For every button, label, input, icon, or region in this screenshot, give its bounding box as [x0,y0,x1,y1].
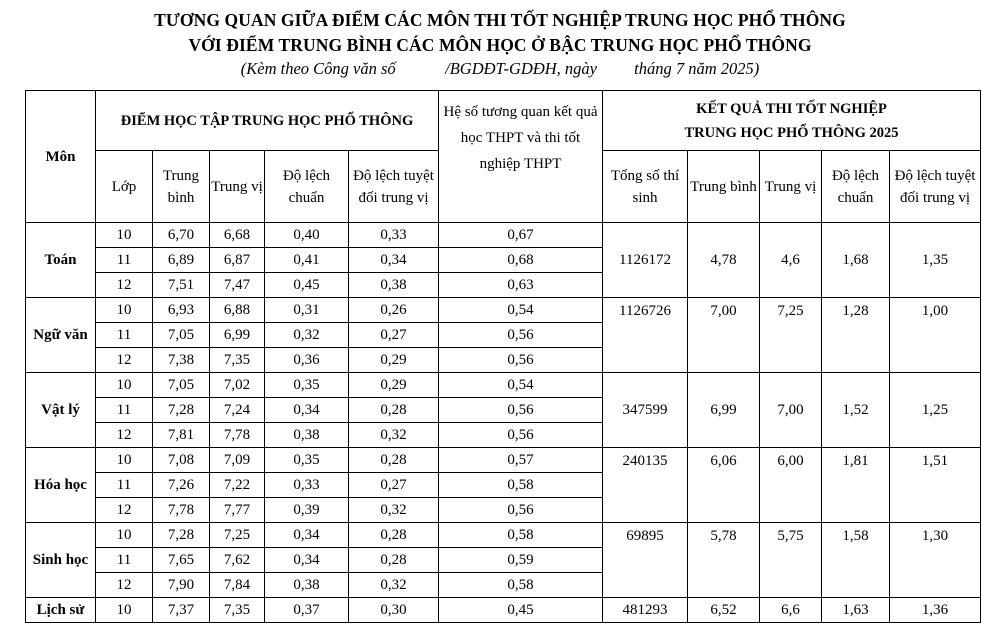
cell-kq-do-lech-tuyet-doi: 1,35 [890,223,981,298]
cell-do-lech-chuan: 0,36 [265,348,349,373]
cell-he-so: 0,58 [439,573,603,598]
cell-do-lech-chuan: 0,38 [265,573,349,598]
cell-kq-do-lech-tuyet-doi: 1,51 [890,448,981,523]
cell-trung-binh: 7,08 [153,448,210,473]
cell-kq-do-lech-tuyet-doi: 1,30 [890,523,981,598]
cell-kq-do-lech-tuyet-doi: 1,25 [890,373,981,448]
cell-lop: 12 [96,348,153,373]
header-trung-binh: Trung bình [153,151,210,223]
cell-do-lech-chuan: 0,34 [265,523,349,548]
header-mon: Môn [26,91,96,223]
cell-lop: 11 [96,398,153,423]
subject-name: Sinh học [26,523,96,598]
cell-trung-vi: 6,99 [210,323,265,348]
cell-do-lech-tuyet-doi: 0,32 [349,573,439,598]
cell-lop: 11 [96,323,153,348]
cell-trung-vi: 7,78 [210,423,265,448]
cell-do-lech-tuyet-doi: 0,32 [349,498,439,523]
cell-lop: 10 [96,223,153,248]
document-title-line2: VỚI ĐIỂM TRUNG BÌNH CÁC MÔN HỌC Ở BẬC TRUNG HỌC PHỔ THÔNG [188,35,812,55]
cell-lop: 12 [96,423,153,448]
cell-lop: 11 [96,473,153,498]
subject-name: Vật lý [26,373,96,448]
cell-trung-binh: 6,89 [153,248,210,273]
subject-name: Ngữ văn [26,298,96,373]
cell-kq-trung-vi: 4,6 [760,223,822,298]
cell-lop: 11 [96,248,153,273]
header-kq-do-lech-chuan: Độ lệch chuẩn [822,151,890,223]
cell-do-lech-tuyet-doi: 0,29 [349,373,439,398]
cell-do-lech-chuan: 0,33 [265,473,349,498]
cell-kq-trung-vi: 5,75 [760,523,822,598]
cell-kq-trung-vi: 7,00 [760,373,822,448]
cell-tong-so: 1126726 [603,298,688,373]
correlation-table [25,90,981,623]
document-header [0,0,1000,80]
cell-kq-trung-binh: 5,78 [688,523,760,598]
header-kq-trung-binh: Trung bình [688,151,760,223]
cell-do-lech-chuan: 0,34 [265,398,349,423]
cell-kq-do-lech-chuan: 1,28 [822,298,890,373]
cell-kq-trung-binh: 7,00 [688,298,760,373]
cell-trung-binh: 7,05 [153,323,210,348]
cell-do-lech-chuan: 0,40 [265,223,349,248]
cell-do-lech-tuyet-doi: 0,26 [349,298,439,323]
cell-trung-vi: 7,62 [210,548,265,573]
cell-he-so: 0,45 [439,598,603,623]
header-ket-qua [603,91,981,151]
cell-tong-so: 1126172 [603,223,688,298]
cell-he-so: 0,56 [439,423,603,448]
cell-he-so: 0,67 [439,223,603,248]
cell-trung-binh: 7,26 [153,473,210,498]
cell-he-so: 0,59 [439,548,603,573]
subject-name: Toán [26,223,96,298]
cell-trung-binh: 7,28 [153,398,210,423]
table-row [26,298,981,323]
cell-trung-vi: 7,02 [210,373,265,398]
header-kq-do-lech-tuyet-doi: Độ lệch tuyệt đối trung vị [890,151,981,223]
cell-he-so: 0,58 [439,473,603,498]
cell-kq-trung-binh: 6,52 [688,598,760,623]
table-row [26,598,981,623]
cell-do-lech-chuan: 0,31 [265,298,349,323]
cell-do-lech-tuyet-doi: 0,32 [349,423,439,448]
header-ket-qua-line2: TRUNG HỌC PHỔ THÔNG 2025 [684,124,899,141]
cell-trung-vi: 7,09 [210,448,265,473]
cell-he-so: 0,68 [439,248,603,273]
cell-do-lech-tuyet-doi: 0,30 [349,598,439,623]
cell-kq-trung-vi: 6,6 [760,598,822,623]
cell-trung-vi: 7,22 [210,473,265,498]
header-do-lech-chuan: Độ lệch chuẩn [265,151,349,223]
cell-trung-vi: 6,87 [210,248,265,273]
header-trung-vi: Trung vị [210,151,265,223]
cell-trung-vi: 7,25 [210,523,265,548]
cell-trung-vi: 7,24 [210,398,265,423]
cell-lop: 10 [96,298,153,323]
cell-kq-trung-binh: 4,78 [688,223,760,298]
cell-do-lech-chuan: 0,41 [265,248,349,273]
cell-trung-binh: 6,70 [153,223,210,248]
cell-do-lech-tuyet-doi: 0,33 [349,223,439,248]
header-kq-trung-vi: Trung vị [760,151,822,223]
header-ket-qua-line1: KẾT QUẢ THI TỐT NGHIỆP [696,100,887,117]
cell-kq-do-lech-chuan: 1,63 [822,598,890,623]
cell-trung-vi: 7,35 [210,348,265,373]
cell-he-so: 0,63 [439,273,603,298]
header-he-so: Hệ số tương quan kết quả học THPT và thi tốt nghiệp THPT [439,91,603,223]
cell-do-lech-chuan: 0,37 [265,598,349,623]
cell-lop: 10 [96,523,153,548]
cell-tong-so: 69895 [603,523,688,598]
cell-kq-trung-binh: 6,06 [688,448,760,523]
cell-trung-vi: 6,68 [210,223,265,248]
cell-he-so: 0,58 [439,523,603,548]
cell-kq-do-lech-chuan: 1,52 [822,373,890,448]
cell-he-so: 0,54 [439,373,603,398]
cell-trung-binh: 7,51 [153,273,210,298]
cell-lop: 12 [96,273,153,298]
cell-do-lech-chuan: 0,35 [265,448,349,473]
cell-he-so: 0,56 [439,323,603,348]
cell-trung-binh: 7,28 [153,523,210,548]
header-diem-hoc-tap: ĐIỂM HỌC TẬP TRUNG HỌC PHỔ THÔNG [96,91,439,151]
cell-do-lech-tuyet-doi: 0,28 [349,448,439,473]
cell-trung-binh: 7,90 [153,573,210,598]
cell-do-lech-tuyet-doi: 0,28 [349,398,439,423]
cell-he-so: 0,56 [439,348,603,373]
cell-he-so: 0,54 [439,298,603,323]
cell-do-lech-tuyet-doi: 0,34 [349,248,439,273]
subject-name: Hóa học [26,448,96,523]
cell-he-so: 0,57 [439,448,603,473]
cell-lop: 12 [96,498,153,523]
cell-trung-vi: 6,88 [210,298,265,323]
cell-kq-trung-vi: 6,00 [760,448,822,523]
cell-kq-do-lech-chuan: 1,81 [822,448,890,523]
cell-do-lech-tuyet-doi: 0,27 [349,323,439,348]
cell-do-lech-tuyet-doi: 0,28 [349,548,439,573]
cell-trung-binh: 7,78 [153,498,210,523]
cell-do-lech-tuyet-doi: 0,27 [349,473,439,498]
cell-trung-vi: 7,84 [210,573,265,598]
subject-name: Lịch sử [26,598,96,623]
cell-trung-binh: 7,38 [153,348,210,373]
cell-lop: 11 [96,548,153,573]
cell-do-lech-chuan: 0,39 [265,498,349,523]
cell-do-lech-tuyet-doi: 0,29 [349,348,439,373]
cell-trung-vi: 7,77 [210,498,265,523]
cell-kq-trung-binh: 6,99 [688,373,760,448]
cell-trung-binh: 7,37 [153,598,210,623]
cell-do-lech-tuyet-doi: 0,28 [349,523,439,548]
cell-do-lech-chuan: 0,38 [265,423,349,448]
cell-he-so: 0,56 [439,398,603,423]
table-row [26,373,981,398]
cell-he-so: 0,56 [439,498,603,523]
cell-trung-binh: 7,65 [153,548,210,573]
header-tong-so: Tổng số thí sinh [603,151,688,223]
cell-lop: 10 [96,598,153,623]
document-subtitle: (Kèm theo Công văn số /BGDĐT-GDĐH, ngày tháng 7 năm 2025) [240,59,760,78]
cell-do-lech-chuan: 0,45 [265,273,349,298]
document-title-line1: TƯƠNG QUAN GIỮA ĐIỂM CÁC MÔN THI TỐT NGHIỆP TRUNG HỌC PHỔ THÔNG [154,10,846,30]
cell-kq-do-lech-chuan: 1,68 [822,223,890,298]
cell-do-lech-chuan: 0,34 [265,548,349,573]
cell-trung-vi: 7,47 [210,273,265,298]
cell-lop: 12 [96,573,153,598]
cell-do-lech-tuyet-doi: 0,38 [349,273,439,298]
cell-kq-do-lech-tuyet-doi: 1,36 [890,598,981,623]
cell-lop: 10 [96,373,153,398]
table-row [26,448,981,473]
cell-trung-binh: 7,05 [153,373,210,398]
cell-kq-trung-vi: 7,25 [760,298,822,373]
table-row [26,523,981,548]
cell-lop: 10 [96,448,153,473]
cell-trung-vi: 7,35 [210,598,265,623]
header-do-lech-tuyet-doi: Độ lệch tuyệt đối trung vị [349,151,439,223]
table-row [26,223,981,248]
cell-do-lech-chuan: 0,35 [265,373,349,398]
cell-trung-binh: 7,81 [153,423,210,448]
cell-kq-do-lech-chuan: 1,58 [822,523,890,598]
cell-do-lech-chuan: 0,32 [265,323,349,348]
header-lop: Lớp [96,151,153,223]
cell-tong-so: 240135 [603,448,688,523]
cell-tong-so: 347599 [603,373,688,448]
cell-trung-binh: 6,93 [153,298,210,323]
cell-kq-do-lech-tuyet-doi: 1,00 [890,298,981,373]
cell-tong-so: 481293 [603,598,688,623]
